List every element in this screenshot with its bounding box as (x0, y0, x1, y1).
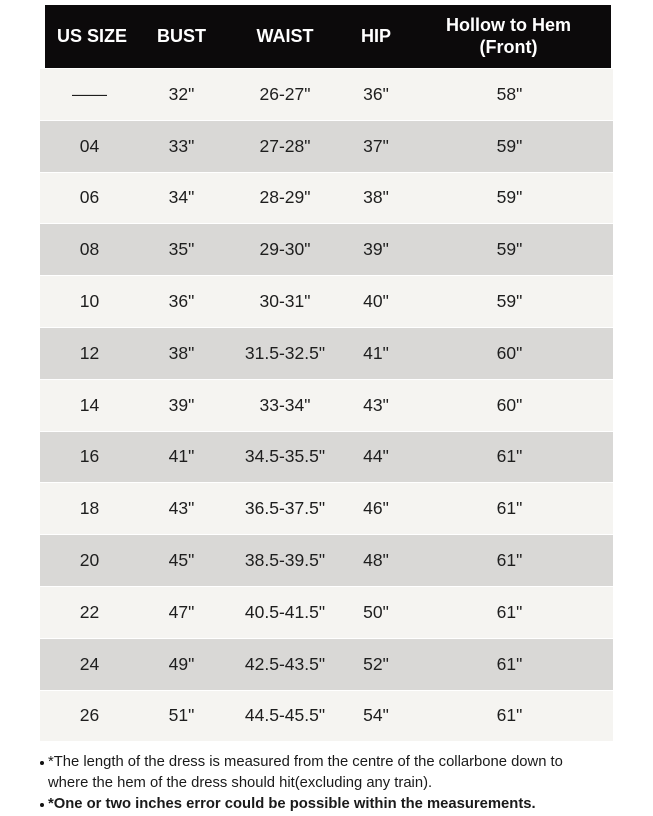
cell-hip: 48" (363, 550, 389, 571)
header-hollow-line1: Hollow to Hem (446, 14, 571, 35)
cell-us-size: 26 (79, 705, 100, 726)
cell-bust: 41" (168, 446, 195, 467)
cell-hollow: 59" (496, 135, 523, 156)
cell-waist: 44.5-45.5" (244, 705, 326, 726)
cell-hollow: 61" (496, 498, 523, 519)
cell-hip: 46" (363, 498, 389, 519)
measurement-notes (38, 752, 638, 814)
cell-us-size: 10 (79, 291, 100, 312)
cell-bust: 34" (168, 187, 195, 208)
cell-waist: 31.5-32.5" (244, 342, 326, 363)
cell-hip: 52" (363, 653, 389, 674)
cell-bust: 33" (168, 135, 195, 156)
header-hip: HIP (360, 26, 391, 46)
cell-hip: 43" (363, 394, 389, 415)
cell-us-size: 24 (79, 653, 100, 674)
cell-hollow: 60" (496, 394, 523, 415)
cell-waist: 42.5-43.5" (244, 653, 326, 674)
note-length-line2 (38, 773, 638, 794)
table-body (40, 68, 613, 741)
cell-hollow: 59" (496, 239, 523, 260)
table-row (40, 379, 613, 431)
cell-hollow: 61" (496, 601, 523, 622)
cell-us-size: 20 (79, 550, 100, 571)
cell-hip: 37" (363, 135, 389, 156)
cell-hollow: 61" (496, 705, 523, 726)
table-row (40, 327, 613, 379)
cell-waist: 38.5-39.5" (244, 550, 326, 571)
bullet-dot-icon (40, 803, 44, 807)
cell-hollow: 60" (496, 342, 523, 363)
bullet-dot-icon (40, 761, 44, 765)
cell-bust: 36" (168, 291, 195, 312)
cell-hip: 44" (363, 446, 389, 467)
size-chart-table (40, 5, 613, 741)
cell-us-size: —— (72, 83, 107, 104)
table-row (40, 690, 613, 742)
cell-hollow: 58" (496, 83, 523, 104)
cell-hip: 41" (363, 342, 389, 363)
cell-hip: 38" (363, 187, 389, 208)
table-row (40, 638, 613, 690)
cell-bust: 39" (168, 394, 195, 415)
cell-hollow: 61" (496, 446, 523, 467)
cell-waist: 30-31" (259, 291, 311, 312)
table-row (40, 172, 613, 224)
cell-us-size: 14 (79, 394, 100, 415)
cell-waist: 27-28" (259, 135, 311, 156)
cell-bust: 43" (168, 498, 195, 519)
header-hollow-line2: (Front) (479, 36, 538, 57)
cell-waist: 36.5-37.5" (244, 498, 326, 519)
table-row (40, 120, 613, 172)
cell-hollow: 61" (496, 653, 523, 674)
table-row (40, 431, 613, 483)
cell-hollow: 59" (496, 291, 523, 312)
table-row (40, 223, 613, 275)
table-row (40, 586, 613, 638)
cell-us-size: 18 (79, 498, 100, 519)
note-error-margin (38, 794, 638, 815)
table-header-row (45, 5, 611, 68)
note-text: where the hem of the dress should hit(excluding any train). (48, 774, 433, 791)
cell-bust: 35" (168, 239, 195, 260)
cell-waist: 33-34" (259, 394, 311, 415)
cell-waist: 26-27" (259, 83, 311, 104)
cell-hip: 50" (363, 601, 389, 622)
cell-hollow: 59" (496, 187, 523, 208)
cell-bust: 47" (168, 601, 195, 622)
cell-us-size: 04 (79, 135, 100, 156)
note-length-line1 (38, 752, 638, 773)
cell-us-size: 12 (79, 342, 100, 363)
cell-hip: 39" (363, 239, 389, 260)
table-row (40, 275, 613, 327)
cell-hollow: 61" (496, 550, 523, 571)
cell-hip: 54" (363, 705, 389, 726)
cell-waist: 28-29" (259, 187, 311, 208)
cell-us-size: 06 (79, 187, 100, 208)
table-row (40, 482, 613, 534)
cell-us-size: 08 (79, 239, 100, 260)
cell-bust: 38" (168, 342, 195, 363)
note-text: *One or two inches error could be possible within the measurements. (48, 795, 536, 812)
header-hollow-to-hem (406, 15, 611, 59)
note-text: *The length of the dress is measured from the centre of the collarbone down to (48, 754, 563, 770)
cell-us-size: 16 (79, 446, 100, 467)
cell-bust: 45" (168, 550, 195, 571)
header-waist: WAIST (256, 26, 314, 46)
cell-waist: 34.5-35.5" (244, 446, 326, 467)
table-row (40, 68, 613, 120)
cell-waist: 40.5-41.5" (244, 601, 326, 622)
header-us-size: US SIZE (56, 26, 127, 46)
cell-bust: 32" (168, 83, 195, 104)
cell-waist: 29-30" (259, 239, 311, 260)
cell-us-size: 22 (79, 601, 100, 622)
cell-bust: 49" (168, 653, 195, 674)
cell-hip: 40" (363, 291, 389, 312)
header-bust: BUST (157, 26, 206, 46)
cell-hip: 36" (363, 83, 389, 104)
cell-bust: 51" (168, 705, 195, 726)
table-row (40, 534, 613, 586)
